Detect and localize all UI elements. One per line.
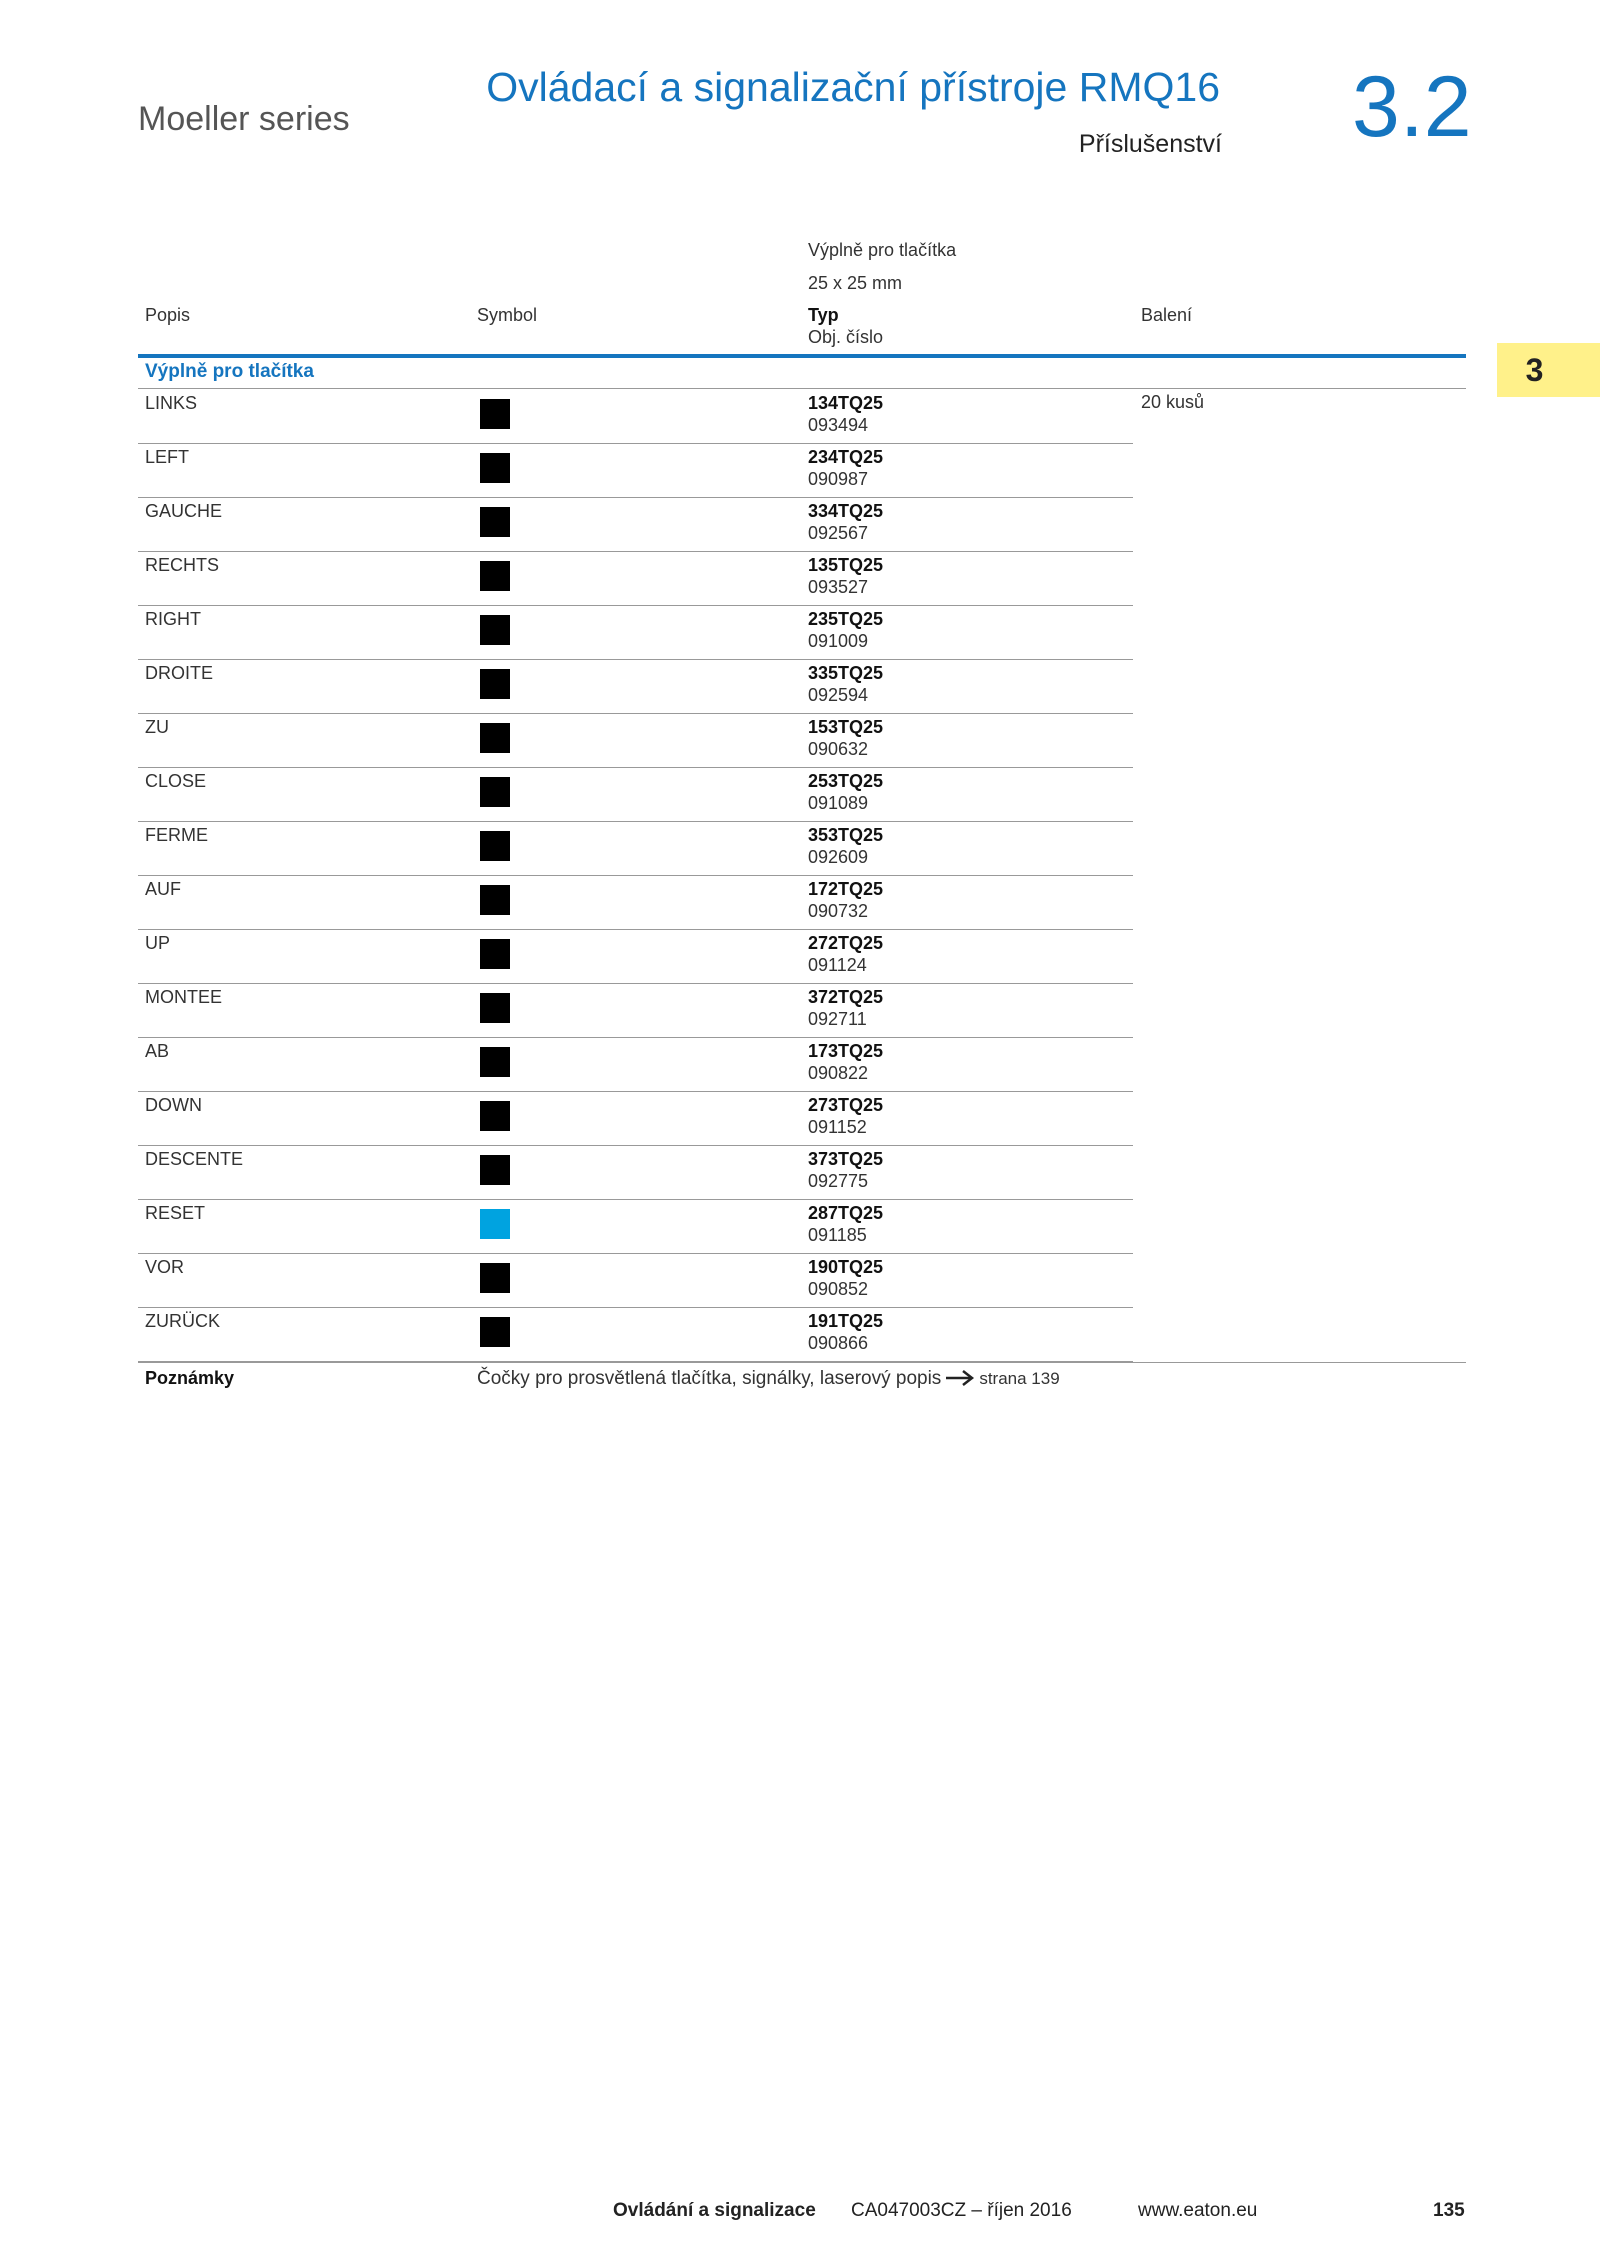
row-order-number: 093527 [808,577,869,597]
table-row [138,551,1133,606]
row-order-number: 090732 [808,901,869,921]
table-row [138,929,1133,984]
row-order-number: 091152 [808,1117,867,1137]
table-row [138,713,1133,768]
row-description: VOR [145,1257,185,1277]
row-type: 173TQ25 [808,1041,884,1061]
row-description: ZU [145,717,169,737]
row-description: GAUCHE [145,501,223,521]
notes-label: Poznámky [145,1368,235,1388]
button-insert-symbol-icon [480,831,510,861]
row-type: 253TQ25 [808,771,884,791]
row-type: 273TQ25 [808,1095,884,1115]
footer-catalog: CA047003CZ – říjen 2016 [851,2200,1072,2221]
row-order-number: 090987 [808,469,869,489]
row-description: FERME [145,825,208,845]
row-type: 190TQ25 [808,1257,884,1277]
button-insert-symbol-icon [480,669,510,699]
row-type: 134TQ25 [808,393,884,413]
table-row [138,605,1133,660]
row-description: RECHTS [145,555,220,575]
size-heading: 25 x 25 mm [808,273,903,293]
button-insert-symbol-icon [480,993,510,1023]
col-order-header: Obj. číslo [808,327,884,347]
table-row [138,1145,1133,1200]
row-description: LEFT [145,447,190,467]
button-insert-symbol-icon [480,1209,510,1239]
page-reference-link[interactable]: strana 139 [979,1369,1060,1388]
button-insert-symbol-icon [480,885,510,915]
row-order-number: 092609 [808,847,869,867]
table-row [138,443,1133,498]
row-type: 372TQ25 [808,987,884,1007]
chapter-tab-label: 3 [1525,351,1544,388]
row-order-number: 092567 [808,523,869,543]
col-packing-header: Balení [1141,305,1193,325]
footer-url[interactable]: www.eaton.eu [1138,2200,1258,2221]
row-type: 135TQ25 [808,555,884,575]
row-order-number: 091089 [808,793,869,813]
section-label: Výplně pro tlačítka [145,361,314,382]
row-order-number: 090852 [808,1279,869,1299]
row-description: MONTEE [145,987,223,1007]
row-type: 334TQ25 [808,501,884,521]
button-insert-symbol-icon [480,939,510,969]
table-row [138,767,1133,822]
button-insert-symbol-icon [480,1317,510,1347]
button-insert-symbol-icon [480,561,510,591]
row-type: 373TQ25 [808,1149,884,1169]
button-insert-symbol-icon [480,777,510,807]
row-description: AUF [145,879,181,899]
row-description: DOWN [145,1095,202,1115]
row-order-number: 091185 [808,1225,867,1245]
chapter-tab [1497,343,1600,397]
row-order-number: 090822 [808,1063,869,1083]
table-row [138,1199,1133,1254]
product-group-heading: Výplně pro tlačítka [808,240,957,260]
table-row [138,1253,1133,1308]
notes-text: Čočky pro prosvětlená tlačítka, signálky, laserový popis [477,1368,942,1389]
row-type: 191TQ25 [808,1311,884,1331]
button-insert-symbol-icon [480,399,510,429]
row-description: DROITE [145,663,214,683]
table-row [138,1037,1133,1092]
row-description: CLOSE [145,771,207,791]
notes-row [138,1362,1466,1399]
row-type: 234TQ25 [808,447,884,467]
col-type-header: Typ [808,305,839,325]
col-description-header: Popis [145,305,191,325]
row-order-number: 090632 [808,739,869,759]
page-number: 135 [1433,2200,1465,2221]
table-row [138,1091,1133,1146]
row-description: UP [145,933,171,953]
button-insert-symbol-icon [480,1101,510,1131]
button-insert-symbol-icon [480,453,510,483]
page-subtitle: Příslušenství [1078,130,1222,158]
table-row [138,1307,1133,1362]
row-order-number: 093494 [808,415,869,435]
row-description: LINKS [145,393,198,413]
table-row [138,497,1133,552]
row-type: 235TQ25 [808,609,884,629]
row-description: RESET [145,1203,206,1223]
footer-section: Ovládání a signalizace [613,2200,816,2221]
arrow-right-icon [945,1369,975,1387]
button-insert-symbol-icon [480,1263,510,1293]
row-description: DESCENTE [145,1149,244,1169]
row-order-number: 092711 [808,1009,867,1029]
table-row [138,875,1133,930]
row-type: 272TQ25 [808,933,884,953]
row-order-number: 092594 [808,685,869,705]
button-insert-symbol-icon [480,1047,510,1077]
page-title: Ovládací a signalizační přístroje RMQ16 [486,64,1220,110]
row-order-number: 092775 [808,1171,869,1191]
button-insert-symbol-icon [480,507,510,537]
row-order-number: 091124 [808,955,867,975]
row-description: AB [145,1041,170,1061]
row-description: ZURÜCK [145,1311,220,1331]
row-order-number: 091009 [808,631,869,651]
notes-content [477,1368,1060,1390]
section-row [138,358,1466,389]
row-order-number: 090866 [808,1333,869,1353]
col-symbol-header: Symbol [477,305,538,325]
button-insert-symbol-icon [480,615,510,645]
packing-value: 20 kusů [1141,392,1205,412]
row-type: 353TQ25 [808,825,884,845]
button-insert-symbol-icon [480,1155,510,1185]
button-insert-symbol-icon [480,723,510,753]
row-type: 153TQ25 [808,717,884,737]
row-description: RIGHT [145,609,201,629]
table-row [138,659,1133,714]
table-row [138,821,1133,876]
table-row [138,389,1133,444]
series-label: Moeller series [138,100,350,138]
row-type: 287TQ25 [808,1203,884,1223]
row-type: 335TQ25 [808,663,884,683]
section-number: 3.2 [1352,59,1472,155]
table-row [138,983,1133,1038]
row-type: 172TQ25 [808,879,884,899]
